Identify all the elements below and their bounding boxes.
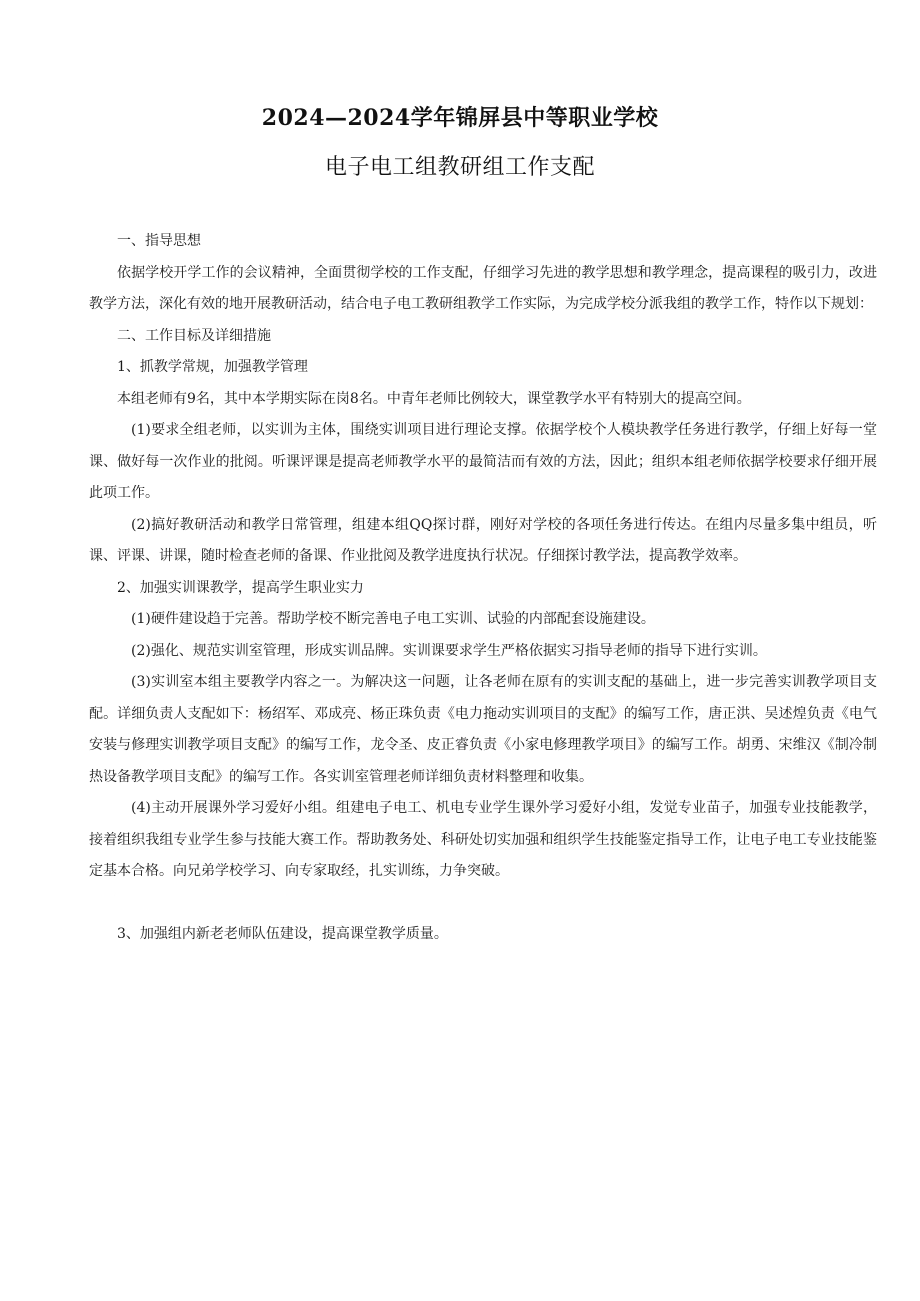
paragraph-guiding-thought: 依据学校开学工作的会议精神，全面贯彻学校的工作支配，仔细学习先进的教学思想和教学理念，提高课程的吸引力，改进教学方法，深化有效的地开展教研活动，结合电子电工教研组教学工作实际，为完成学校分派我组的教学工作，特作以下规划： [89, 264, 877, 312]
subheading-teacher-team: 3、加强组内新老老师队伍建设，提高课堂教学质量。 [117, 925, 448, 942]
list-item-1-2: (2)搞好教研活动和教学日常管理，组建本组QQ探讨群，刚好对学校的各项任务进行传达。在组内尽量多集中组员，听课、评课、讲课，随时检查老师的备课、作业批阅及教学进度执行状况。仔细探讨教学法，提高教学效率。 [89, 516, 877, 564]
paragraph-spacer [89, 888, 877, 919]
list-item-2-1: (1)硬件建设趋于完善。帮助学校不断完善电子电工实训、试验的内部配套设施建设。 [131, 611, 655, 627]
document-subtitle: 电子电工组教研组工作支配 [324, 155, 595, 180]
paragraph-teacher-count: 本组老师有9名，其中本学期实际在岗8名。中青年老师比例较大，课堂教学水平有特别大的提高空间。 [117, 390, 751, 407]
document-title: 2024—2024学年锦屏县中等职业学校 [261, 105, 659, 131]
list-item-2-3: (3)实训室本组主要教学内容之一。为解决这一问题，让各老师在原有的实训支配的基础上，进一步完善实训教学项目支配。详细负责人支配如下：杨绍军、邓成亮、杨正珠负责《电力拖动实训项目的支配》的编写工作，唐正洪、吴述煌负责《电气安装与修理实训教学项目支配》的编写工作，龙令圣、皮正睿负责《小家电修理教学项目》的编写工作。胡勇、宋维汉《制冷制热设备教学项目支配》的编写工作。各实训室管理老师详细负责材料整理和收集。 [89, 674, 877, 785]
subheading-teaching-routine: 1、抓教学常规，加强教学管理 [117, 359, 308, 375]
list-item-1-1: (1)要求全组老师，以实训为主体，围绕实训项目进行理论支撑。依据学校个人模块教学任务进行教学，仔细上好每一堂课、做好每一次作业的批阅。听课评课是提高老师教学水平的最简洁而有效的方法，因此；组织本组老师依据学校要求仔细开展此项工作。 [89, 422, 877, 501]
document-body [89, 226, 877, 950]
section-heading-goals-measures: 二、工作目标及详细措施 [117, 327, 271, 344]
list-item-2-2: (2)强化、规范实训室管理，形成实训品牌。实训课要求学生严格依据实习指导老师的指导下进行实训。 [131, 642, 767, 659]
section-heading-guiding-thought: 一、指导思想 [117, 233, 201, 249]
list-item-2-4: (4)主动开展课外学习爱好小组。组建电子电工、机电专业学生课外学习爱好小组，发觉专业苗子，加强专业技能教学，接着组织我组专业学生参与技能大赛工作。帮助教务处、科研处切实加强和组织学生技能鉴定指导工作，让电子电工专业技能鉴定基本合格。向兄弟学校学习、向专家取经，扎实训练，力争突破。 [89, 800, 877, 879]
subheading-practical-training: 2、加强实训课教学，提高学生职业实力 [117, 579, 364, 596]
